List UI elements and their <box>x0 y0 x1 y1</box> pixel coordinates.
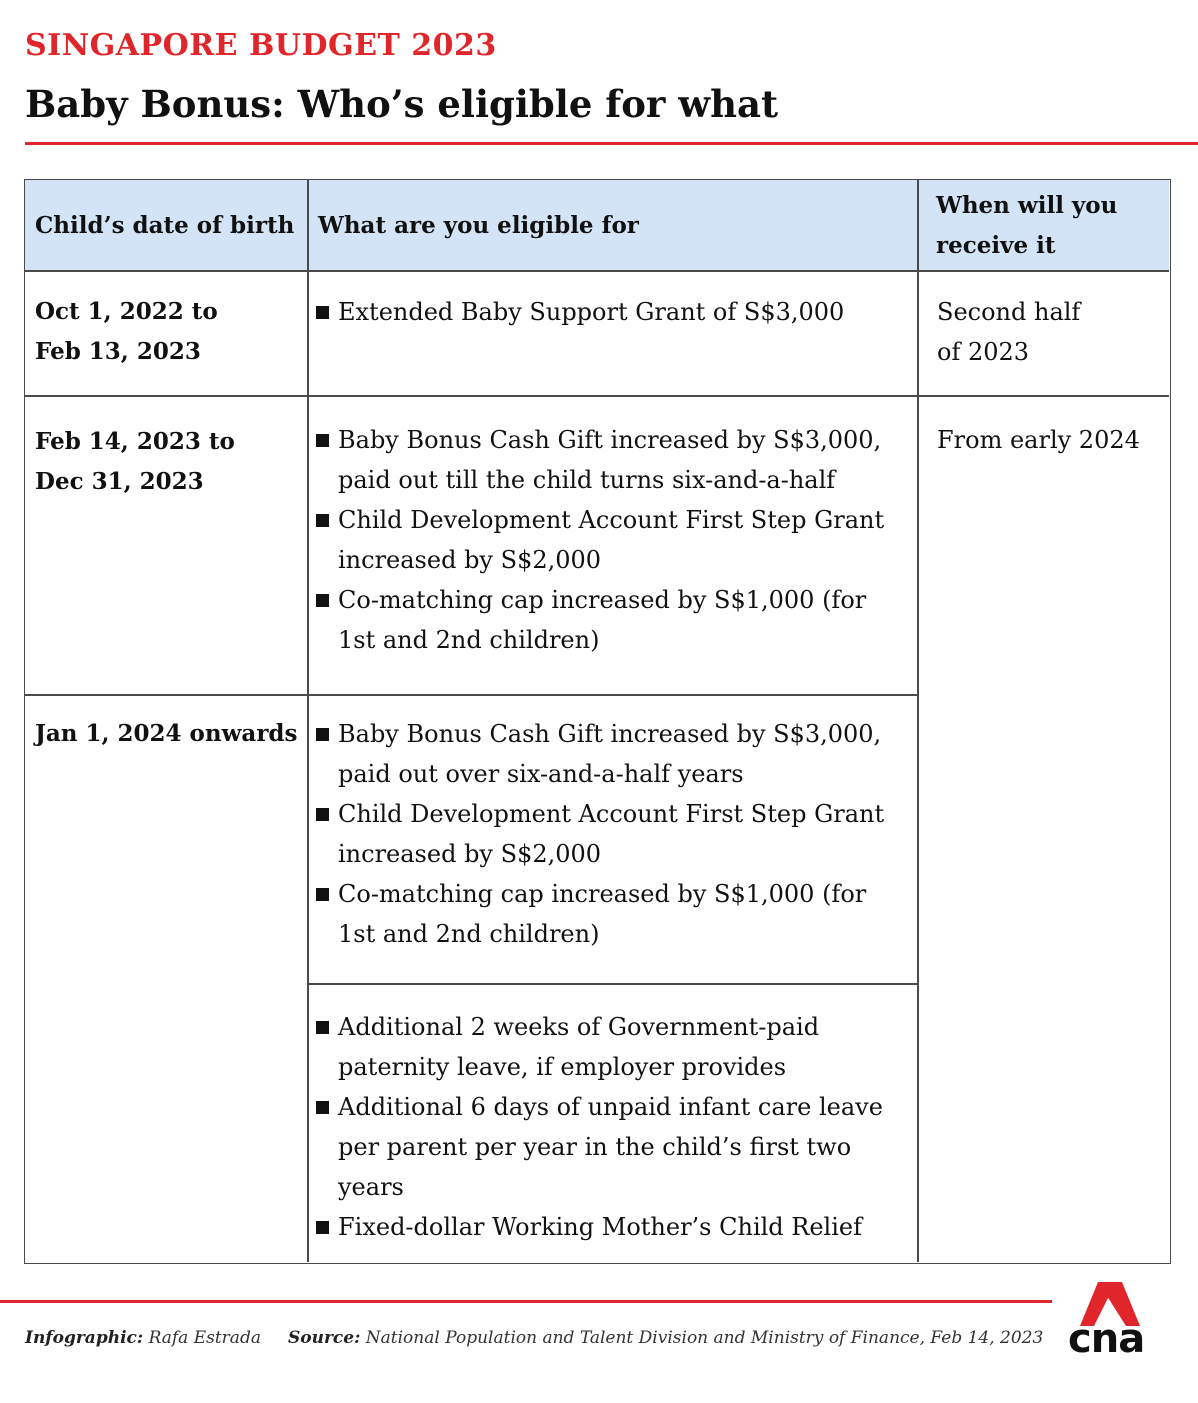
list-item: Fixed-dollar Working Mother’s Child Relief <box>316 1207 911 1247</box>
page-title: Baby Bonus: Who’s eligible for what <box>25 82 779 126</box>
header-eligible: What are you eligible for <box>318 212 639 239</box>
header-when: When will you receive it <box>936 192 1118 259</box>
row-3-date: Jan 1, 2024 onwards <box>35 720 298 747</box>
divider <box>25 270 1169 272</box>
row-2-date: Feb 14, 2023 to Dec 31, 2023 <box>35 428 235 495</box>
bullet-icon <box>316 728 329 741</box>
list-item: Baby Bonus Cash Gift increased by S$3,000, paid out till the child turns six-and-a-half <box>316 420 911 500</box>
infographic-label: Infographic: <box>25 1328 144 1348</box>
eligibility-table <box>24 179 1171 1264</box>
divider <box>25 694 917 696</box>
cna-logo-text: cna <box>1068 1316 1145 1362</box>
bullet-icon <box>316 888 329 901</box>
row-2-when: From early 2024 <box>937 426 1140 454</box>
bullet-icon <box>316 1221 329 1234</box>
header-dob: Child’s date of birth <box>35 212 295 239</box>
row-1-benefits <box>316 292 906 332</box>
divider <box>917 180 919 1262</box>
bottom-rule <box>0 1300 1052 1303</box>
divider <box>307 180 309 1262</box>
row-1-date: Oct 1, 2022 to Feb 13, 2023 <box>35 298 218 365</box>
kicker: SINGAPORE BUDGET 2023 <box>25 28 497 63</box>
credits <box>25 1328 1043 1348</box>
top-rule <box>25 142 1198 145</box>
list-item: Additional 6 days of unpaid infant care leave per parent per year in the child’s first two years <box>316 1087 911 1207</box>
list-item: Additional 2 weeks of Government-paid paternity leave, if employer provides <box>316 1007 911 1087</box>
list-item: Baby Bonus Cash Gift increased by S$3,000, paid out over six-and-a-half years <box>316 714 911 794</box>
bullet-icon <box>316 306 329 319</box>
bullet-icon <box>316 594 329 607</box>
divider <box>307 983 917 985</box>
source-credit: National Population and Talent Division and Ministry of Finance, Feb 14, 2023 <box>365 1328 1044 1348</box>
list-item: Extended Baby Support Grant of S$3,000 <box>316 292 906 332</box>
list-item: Co-matching cap increased by S$1,000 (for 1st and 2nd children) <box>316 580 911 660</box>
row-2-benefits <box>316 420 911 660</box>
row-3-benefits <box>316 714 911 954</box>
bullet-icon <box>316 1021 329 1034</box>
source-label: Source: <box>288 1328 361 1348</box>
bullet-icon <box>316 808 329 821</box>
bullet-icon <box>316 1101 329 1114</box>
bullet-icon <box>316 514 329 527</box>
divider <box>25 395 1169 397</box>
list-item: Child Development Account First Step Grant increased by S$2,000 <box>316 500 911 580</box>
infographic-credit: Rafa Estrada <box>148 1328 261 1348</box>
list-item: Co-matching cap increased by S$1,000 (for 1st and 2nd children) <box>316 874 911 954</box>
row-1-when: Second half of 2023 <box>937 298 1081 366</box>
row-3-benefits-extra <box>316 1007 911 1247</box>
list-item: Child Development Account First Step Grant increased by S$2,000 <box>316 794 911 874</box>
bullet-icon <box>316 434 329 447</box>
